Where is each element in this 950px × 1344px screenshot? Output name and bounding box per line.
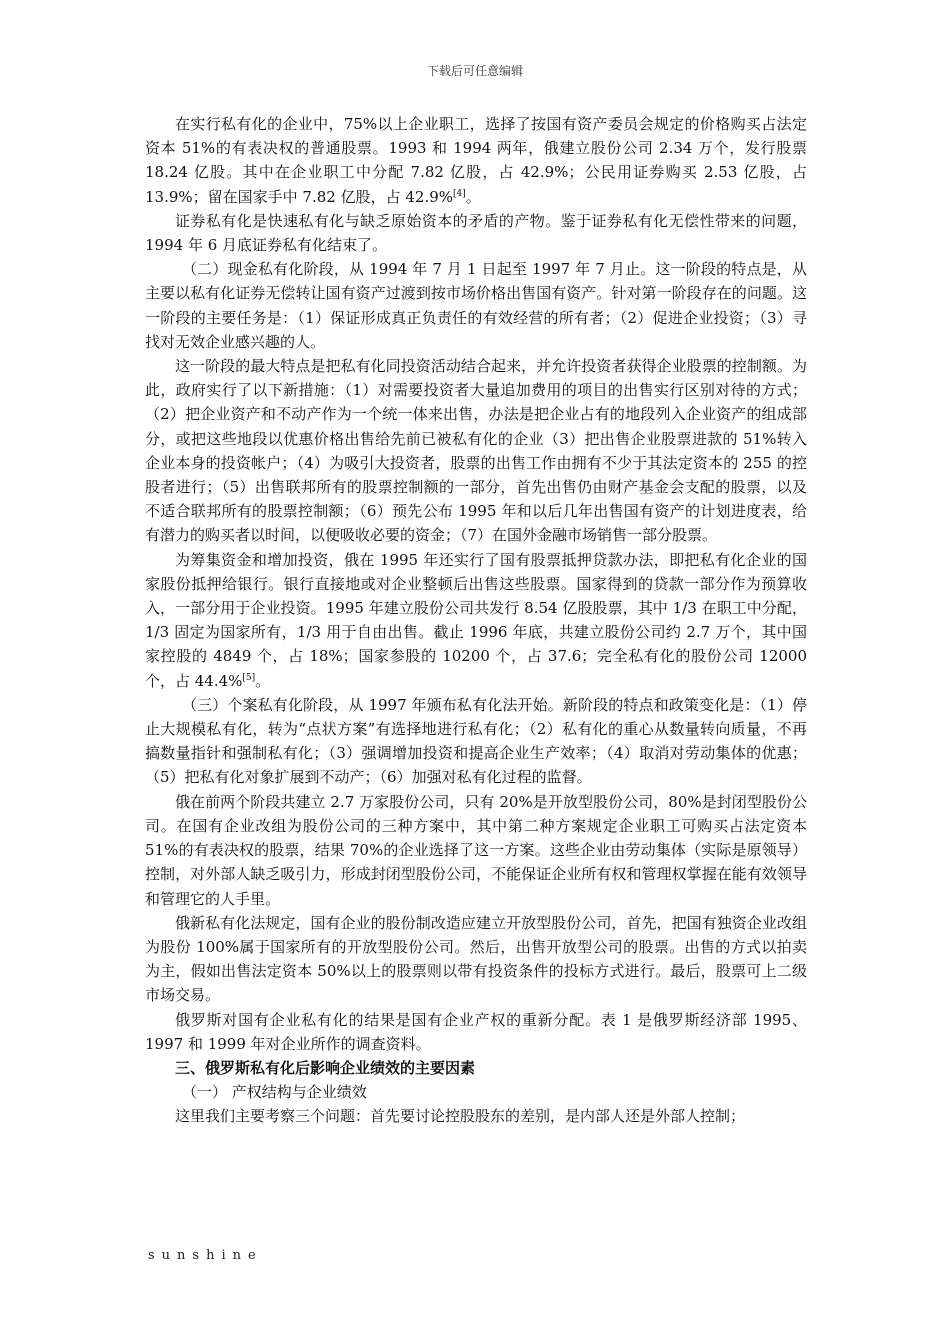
- paragraph-cash-stage: （二）现金私有化阶段，从 1994 年 7 月 1 日起至 1997 年 7 月止。这一阶段的特点是，从主要以私有化证券无偿转让国有资产过渡到按市场价格出售国有资产。针对第一阶段存在的问题。这一阶段的主要任务是：（1）保证形成真正负责任的有效经营的所有者；（2）促进企业投资；（3）寻找对无效企业感兴趣的人。: [145, 260, 807, 351]
- paragraph-three-questions: 这里我们主要考察三个问题：首先要讨论控股股东的差别，是内部人还是外部人控制；: [175, 1107, 746, 1126]
- document-body: [145, 112, 807, 1129]
- section-heading: 三、俄罗斯私有化后影响企业绩效的主要因素: [175, 1058, 476, 1077]
- paragraph-new-law: 俄新私有化法规定，国有企业的股份制改造应建立开放型股份公司，首先，把国有独资企业改组为股份 100%属于国家所有的开放型股份公司。然后，出售开放型公司的股票。出售的方式以拍卖为主，假如出售法定资本 50%以上的股票则以带有投资条件的投标方式进行。最后，股票可上二级市场交易。: [145, 913, 807, 1005]
- paragraph-closed-companies: 俄在前两个阶段共建立 2.7 万家股份公司，只有 20%是开放型股份公司，80%是封闭型股份公司。在国有企业改组为股份公司的三种方案中，其中第二种方案规定企业职工可购买占法定资本 51%的有表决权的股票，结果 70%的企业选择了这一方案。这些企业由劳动集体（实际是原领导）控制，对外部人缺乏吸引力，形成封闭型股份公司，不能保证企业所有权和管理权掌握在能有效领导和管理它的人手里。: [145, 792, 807, 908]
- citation-ref: [5]: [242, 672, 256, 683]
- paragraph-cash-measures: 这一阶段的最大特点是把私有化同投资活动结合起来，并允许投资者获得企业股票的控制额。为此，政府实行了以下新措施：（1）对需要投资者大量追加费用的项目的出售实行区别对待的方式；（2）把企业资产和不动产作为一个统一体来出售，办法是把企业占有的地段列入企业资产的组成部分，或把这些地段以优惠价格出售给先前已被私有化的企业（3）把出售企业股票进款的 51%转入企业本身的投资帐户；（4）为吸引大投资者，股票的出售工作由拥有不少于其法定资本的 255 的控股者进行；（5）出售联邦所有的股票控制额的一部分，首先出售仍由财产基金会支配的股票，以及不适合联邦所有的股票控制额；（6）预先公布 1995 年和以后几年出售国有资产的计划进度表，给有潜力的购买者以时间，以便吸收必要的资金；（7）在国外金融市场销售一部分股票。: [145, 357, 807, 545]
- paragraph-voucher-results: 在实行私有化的企业中，75%以上企业职工，选择了按国有资产委员会规定的价格购买占法定资本 51%的有表决权的普通股票。1993 和 1994 两年，俄建立股份公司 2.34 万个，发行股票 18.24 亿股。其中在企业职工中分配 7.82 亿股，占 42.9%；公民用证券购买 2.53 亿股，占 13.9%；留在国家手中 7.82 亿股，占 42.9%[4]。: [145, 115, 807, 206]
- page-footer: sunshine: [148, 1248, 263, 1263]
- page-header: 下载后可任意编辑: [426, 64, 523, 78]
- subsection-heading: （一） 产权结构与企业绩效: [182, 1083, 367, 1102]
- paragraph-case-stage: （三）个案私有化阶段，从 1997 年颁布私有化法开始。新阶段的特点和政策变化是：（1）停止大规模私有化，转为“点状方案”有选择地进行私有化；（2）私有化的重心从数量转向质量，不再搞数量指针和强制私有化；（3）强调增加投资和提高企业生产效率；（4）取消对劳动集体的优惠；（5）把私有化对象扩展到不动产；（6）加强对私有化过程的监督。: [145, 695, 807, 787]
- paragraph-voucher-end: 证券私有化是快速私有化与缺乏原始资本的矛盾的产物。鉴于证券私有化无偿性带来的问题，1994 年 6 月底证券私有化结束了。: [145, 211, 807, 255]
- paragraph-loans-for-shares: 为筹集资金和增加投资，俄在 1995 年还实行了国有股票抵押贷款办法，即把私有化企业的国家股份抵押给银行。银行直接地或对企业整顿后出售这些股票。国家得到的贷款一部分作为预算收入，一部分用于企业投资。1995 年建立股份公司共发行 8.54 亿股股票，其中 1/3 在职工中分配，1/3 固定为国家所有，1/3 用于自由出售。截止 1996 年底，共建立股份公司约 2.7 万个，其中国家控股的 4849 个，占 18%；国家参股的 10200 个，占 37.6；完全私有化的股份公司 12000 个，占 44.4%[5]。: [145, 550, 807, 690]
- citation-ref: [4]: [453, 188, 466, 199]
- paragraph-ownership-redistribution: 俄罗斯对国有企业私有化的结果是国有企业产权的重新分配。表 1 是俄罗斯经济部 1995、1997 和 1999 年对企业所作的调查资料。: [145, 1010, 807, 1053]
